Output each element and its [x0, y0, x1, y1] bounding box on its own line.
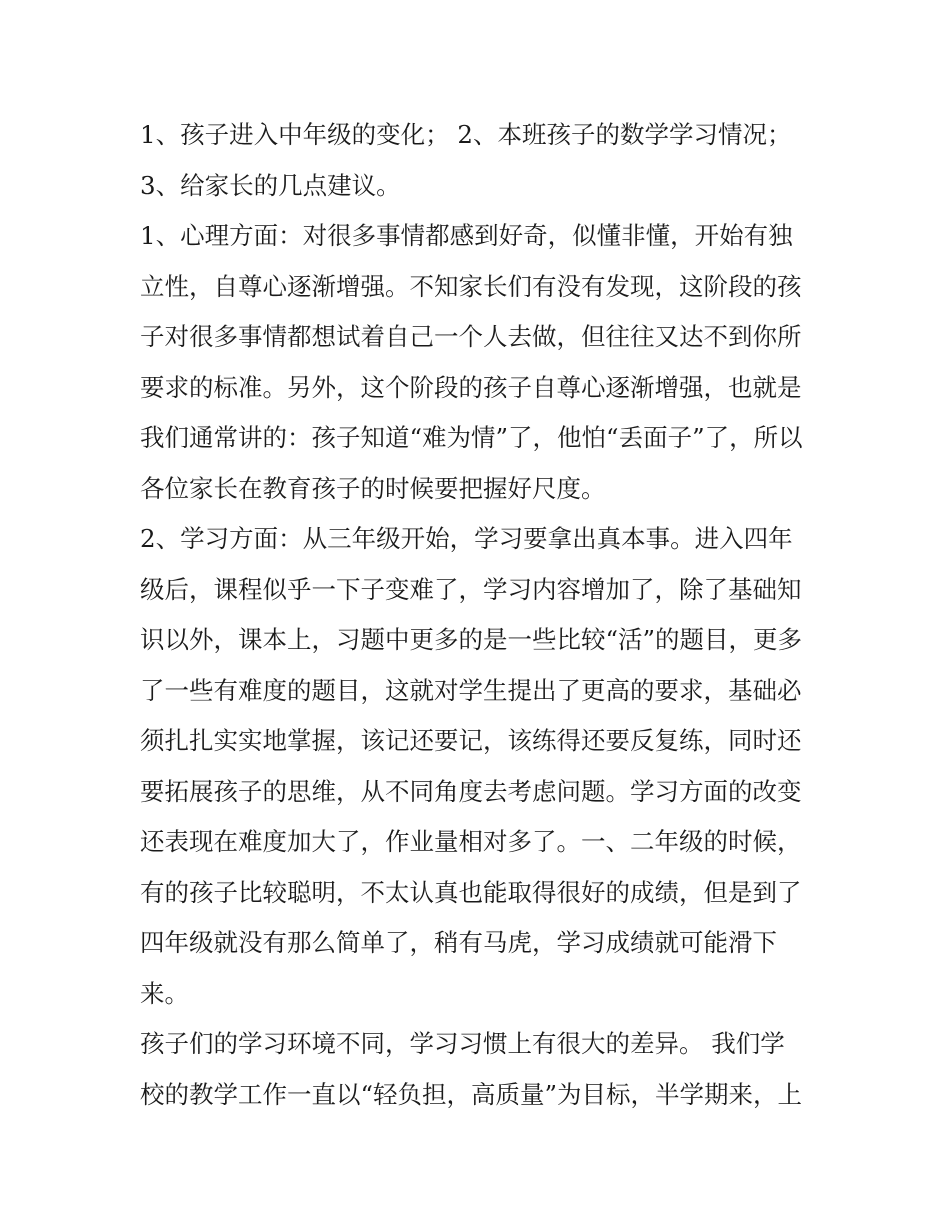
- text-line: 我们通常讲的：孩子知道“难为情”了，他怕“丢面子”了，所以: [140, 423, 803, 452]
- text-line: 1、心理方面：对很多事情都感到好奇，似懂非懂，开始有独: [140, 221, 793, 250]
- text-line: 2、学习方面：从三年级开始，学习要拿出真本事。进入四年: [140, 524, 793, 553]
- text-line: 要拓展孩子的思维，从不同角度去考虑问题。学习方面的改变: [140, 776, 802, 806]
- text-line: 各位家长在教育孩子的时候要把握好尺度。: [140, 473, 606, 503]
- text-line: 立性，自尊心逐渐增强。不知家长们有没有发现，这阶段的孩: [140, 271, 802, 301]
- text-line: 校的教学工作一直以“轻负担，高质量”为目标，半学期来，上: [140, 1079, 803, 1109]
- text-line: 孩子们的学习环境不同，学习习惯上有很大的差异。 我们学: [140, 1029, 785, 1058]
- text-line: 要求的标准。另外，这个阶段的孩子自尊心逐渐增强，也就是: [140, 372, 802, 402]
- text-line: 级后，课程似乎一下子变难了，学习内容增加了，除了基础知: [140, 574, 802, 604]
- text-line: 识以外，课本上，习题中更多的是一些比较“活”的题目，更多: [140, 625, 803, 654]
- text-line: 1、孩子进入中年级的变化； 2、本班孩子的数学学习情况；: [140, 120, 792, 149]
- text-line: 3、给家长的几点建议。: [140, 170, 401, 200]
- text-line: 子对很多事情都想试着自己一个人去做，但往往又达不到你所: [140, 322, 802, 351]
- text-line: 了一些有难度的题目，这就对学生提出了更高的要求，基础必: [140, 675, 802, 705]
- text-line: 还表现在难度加大了，作业量相对多了。一、二年级的时候，: [140, 827, 802, 856]
- text-line: 四年级就没有那么简单了，稍有马虎，学习成绩就可能滑下: [140, 928, 777, 957]
- text-line: 有的孩子比较聪明，不太认真也能取得很好的成绩，但是到了: [140, 877, 802, 907]
- document-body: [140, 110, 820, 1120]
- text-line: 须扎扎实实地掌握，该记还要记，该练得还要反复练，同时还: [140, 726, 802, 755]
- text-line: 来。: [140, 978, 189, 1008]
